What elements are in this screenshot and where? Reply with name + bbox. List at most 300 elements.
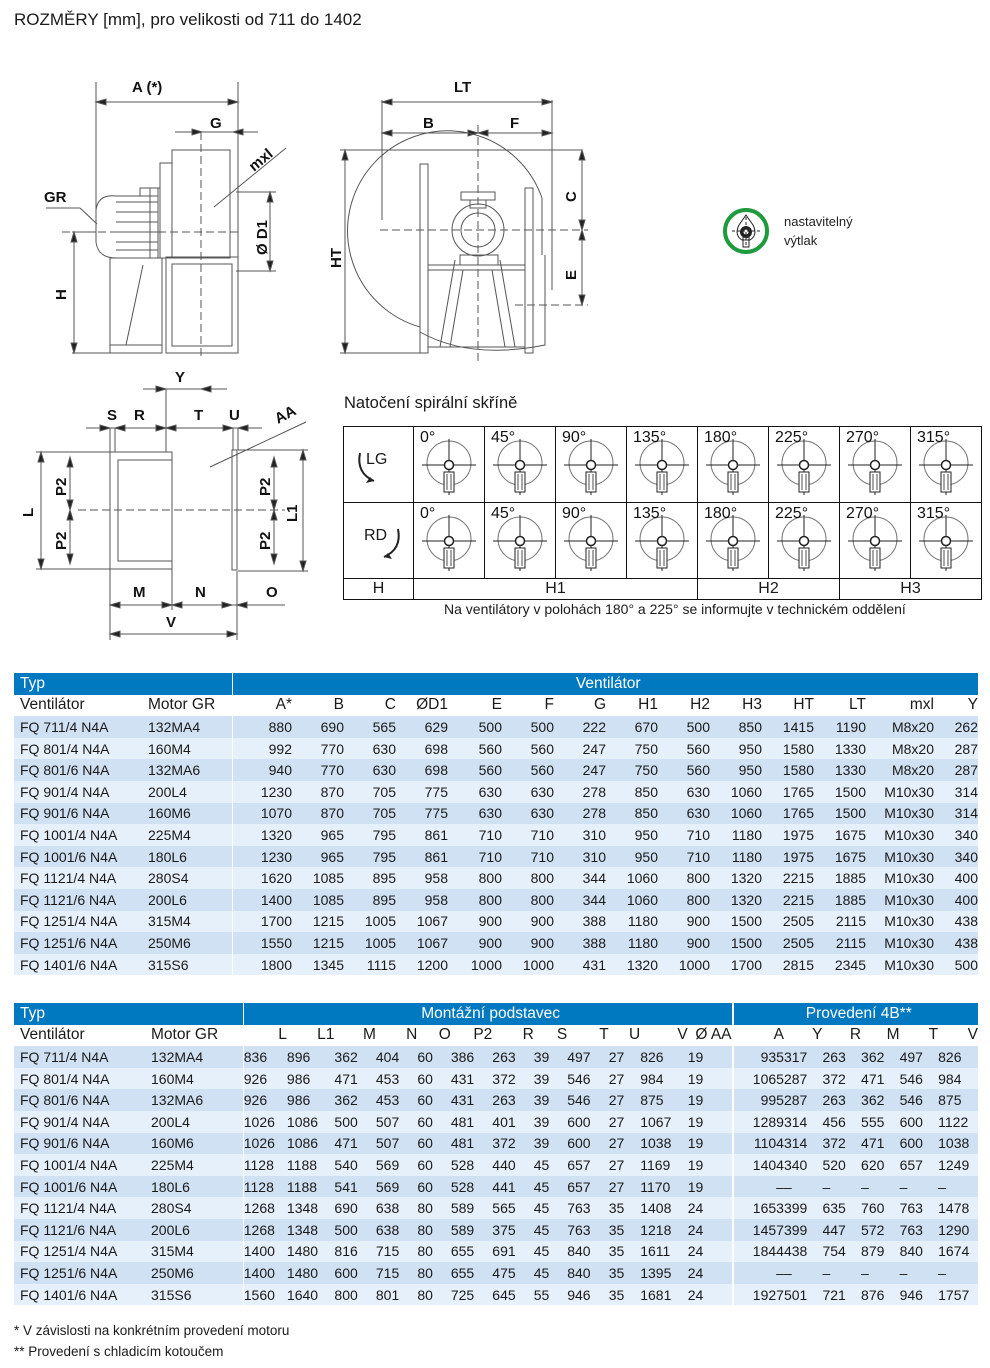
column-header: Motor GR <box>151 1026 219 1044</box>
value-cell: 1675 <box>814 824 866 846</box>
svg-text:A (*): A (*) <box>132 79 163 96</box>
fan-type-cell: FQ 1001/6 N4A <box>14 846 148 868</box>
value-cell: 879 <box>861 1241 900 1263</box>
value-cell: 560 <box>658 759 710 781</box>
value-cell: 840 <box>900 1241 939 1263</box>
value-cell: 362 <box>861 1089 900 1111</box>
value-cell: 375 <box>492 1219 533 1241</box>
value-cell: 875 <box>640 1089 688 1111</box>
value-cell: 1000 <box>502 954 554 976</box>
value-cell: 45 <box>534 1154 567 1176</box>
value-cell: 1128 <box>243 1176 287 1198</box>
value-cell: 1400 <box>243 1262 287 1284</box>
value-cell: 569 <box>376 1176 417 1198</box>
fan-type-cell: FQ 1401/6 N4A <box>14 1284 151 1306</box>
rotation-label-lg: LG <box>344 427 414 503</box>
motor-cell: 280S4 <box>151 1197 243 1219</box>
value-cell: 560 <box>502 738 554 760</box>
table-row <box>14 1089 978 1111</box>
table-row <box>14 954 978 976</box>
value-cell: M10x30 <box>866 824 934 846</box>
motor-cell: 160M4 <box>151 1068 243 1090</box>
value-cell: 770 <box>292 759 344 781</box>
value-cell: M8x20 <box>866 738 934 760</box>
motor-cell: 160M6 <box>148 803 232 825</box>
svg-text:E: E <box>563 269 580 280</box>
column-header: mxl <box>909 696 934 714</box>
motor-cell: 315S6 <box>151 1284 243 1306</box>
svg-text:N: N <box>195 584 206 601</box>
value-cell: 528 <box>451 1154 492 1176</box>
value-cell: 1580 <box>762 759 814 781</box>
table-row <box>14 716 978 738</box>
value-cell: 630 <box>502 781 554 803</box>
svg-text:O: O <box>266 584 278 601</box>
value-cell: 471 <box>334 1133 375 1155</box>
value-cell: M10x30 <box>866 846 934 868</box>
motor-cell: 180L6 <box>151 1176 243 1198</box>
value-cell: 344 <box>554 867 606 889</box>
value-cell: 310 <box>554 824 606 846</box>
table-row <box>14 1154 978 1176</box>
value-cell: 500 <box>658 716 710 738</box>
column-header: T <box>928 1026 939 1044</box>
fan-type-cell: FQ 901/4 N4A <box>14 1111 151 1133</box>
value-cell: 836 <box>243 1046 287 1068</box>
value-cell: 247 <box>554 759 606 781</box>
value-cell: 721 <box>822 1284 861 1306</box>
table-row <box>14 1284 978 1306</box>
rotation-position: 45° <box>485 427 556 503</box>
value-cell: 1580 <box>762 738 814 760</box>
value-cell: 876 <box>861 1284 900 1306</box>
value-cell: 431 <box>554 954 606 976</box>
value-cell: 39 <box>534 1111 567 1133</box>
value-cell: 1085 <box>292 867 344 889</box>
motor-cell: 315S6 <box>148 954 232 976</box>
column-header: Motor GR <box>148 696 216 714</box>
badge-line-2: výtlak <box>784 233 818 248</box>
value-cell: 507 <box>376 1111 417 1133</box>
value-cell: 750 <box>606 759 658 781</box>
column-header: Ventilátor <box>20 1026 85 1044</box>
value-cell: 19 <box>688 1133 733 1155</box>
value-cell: 1480 <box>287 1262 335 1284</box>
value-cell: 840 <box>567 1241 608 1263</box>
badge-line-1: nastavitelný <box>784 214 853 229</box>
svg-text:R: R <box>134 407 145 424</box>
h-label: H <box>344 579 414 600</box>
value-cell: 630 <box>344 759 396 781</box>
value-cell: 1348 <box>287 1197 335 1219</box>
value-cell: 24 <box>688 1241 733 1263</box>
value-cell: 60 <box>417 1133 450 1155</box>
value-cell: 45 <box>534 1262 567 1284</box>
value-cell: 795 <box>344 846 396 868</box>
value-cell: 1289 <box>733 1111 784 1133</box>
value-cell: 39 <box>534 1089 567 1111</box>
value-cell: 710 <box>658 824 710 846</box>
value-cell: 630 <box>448 781 502 803</box>
value-cell: 801 <box>376 1284 417 1306</box>
value-cell: 900 <box>448 911 502 933</box>
rotation-position: 45° <box>485 503 556 579</box>
value-cell: 638 <box>376 1197 417 1219</box>
value-cell: 2505 <box>762 932 814 954</box>
value-cell: 1215 <box>292 932 344 954</box>
value-cell: 1026 <box>243 1133 287 1155</box>
value-cell: 630 <box>502 803 554 825</box>
value-cell: 630 <box>448 803 502 825</box>
fan-type-cell: FQ 901/4 N4A <box>14 781 148 803</box>
value-cell: 1675 <box>814 846 866 868</box>
motor-cell: 200L6 <box>148 889 232 911</box>
value-cell: 55 <box>534 1284 567 1306</box>
value-cell: 763 <box>900 1197 939 1219</box>
rotation-position: 225° <box>769 503 840 579</box>
value-cell: 1170 <box>640 1176 688 1198</box>
column-header: Ventilátor <box>20 696 85 714</box>
value-cell: 775 <box>396 803 448 825</box>
value-cell: 372 <box>822 1068 861 1090</box>
value-cell: 800 <box>448 889 502 911</box>
value-cell: 35 <box>609 1241 641 1263</box>
value-cell: 453 <box>376 1068 417 1090</box>
value-cell: M10x30 <box>866 932 934 954</box>
value-cell: 388 <box>554 932 606 954</box>
value-cell: 645 <box>492 1284 533 1306</box>
value-cell: 1104 <box>733 1133 784 1155</box>
value-cell: 1404 <box>733 1154 784 1176</box>
value-cell: 438 <box>784 1241 823 1263</box>
value-cell: 19 <box>688 1068 733 1090</box>
value-cell: 27 <box>609 1176 641 1198</box>
svg-text:LT: LT <box>454 79 472 96</box>
fan-type-cell: FQ 901/6 N4A <box>14 803 148 825</box>
value-cell: 1067 <box>396 911 448 933</box>
value-cell: 399 <box>784 1219 823 1241</box>
value-cell: 372 <box>822 1133 861 1155</box>
value-cell: 1268 <box>243 1197 287 1219</box>
value-cell: 1765 <box>762 781 814 803</box>
value-cell: 900 <box>502 911 554 933</box>
value-cell: 1500 <box>710 911 762 933</box>
rotation-position: 315° <box>911 503 982 579</box>
value-cell: 1060 <box>710 781 762 803</box>
value-cell: 1844 <box>733 1241 784 1263</box>
value-cell: 372 <box>492 1133 533 1155</box>
rotation-table <box>343 426 982 600</box>
value-cell: 481 <box>451 1133 492 1155</box>
value-cell: 926 <box>243 1089 287 1111</box>
value-cell: 657 <box>900 1154 939 1176</box>
value-cell: 27 <box>609 1154 641 1176</box>
motor-cell: 225M4 <box>151 1154 243 1176</box>
value-cell: 431 <box>451 1068 492 1090</box>
column-header: C <box>384 696 396 714</box>
value-cell: 1230 <box>232 846 292 868</box>
table-row <box>14 1046 978 1068</box>
value-cell: 995 <box>733 1089 784 1111</box>
svg-text:GR: GR <box>44 189 67 206</box>
motor-cell: 132MA4 <box>148 716 232 738</box>
value-cell: 560 <box>448 759 502 781</box>
table-row <box>14 1262 978 1284</box>
value-cell: 1408 <box>640 1197 688 1219</box>
motor-cell: 180L6 <box>148 846 232 868</box>
column-header: T <box>599 1026 609 1044</box>
value-cell: 287 <box>934 738 978 760</box>
value-cell: 946 <box>900 1284 939 1306</box>
value-cell: 1180 <box>710 824 762 846</box>
value-cell: 1038 <box>938 1133 978 1155</box>
value-cell: 39 <box>534 1068 567 1090</box>
value-cell: 630 <box>658 803 710 825</box>
value-cell: 560 <box>448 738 502 760</box>
value-cell: 763 <box>567 1219 608 1241</box>
value-cell: – <box>784 1176 823 1198</box>
column-header: G <box>593 696 606 714</box>
value-cell: 471 <box>861 1133 900 1155</box>
value-cell: 1188 <box>287 1176 335 1198</box>
column-header: H2 <box>690 696 710 714</box>
value-cell: 1345 <box>292 954 344 976</box>
column-header: V <box>677 1026 688 1044</box>
value-cell: 1975 <box>762 846 814 868</box>
value-cell: – <box>822 1176 861 1198</box>
value-cell: 222 <box>554 716 606 738</box>
value-cell: 80 <box>417 1197 450 1219</box>
column-header: M <box>362 1026 376 1044</box>
table-row <box>14 803 978 825</box>
value-cell: 926 <box>243 1068 287 1090</box>
value-cell: 35 <box>609 1197 641 1219</box>
fan-type-cell: FQ 1121/4 N4A <box>14 1197 151 1219</box>
rotation-position: 180° <box>698 427 769 503</box>
value-cell: 1215 <box>292 911 344 933</box>
value-cell: 19 <box>688 1111 733 1133</box>
column-header: E <box>491 696 502 714</box>
value-cell: – <box>733 1176 784 1198</box>
value-cell: 340 <box>934 824 978 846</box>
value-cell: 19 <box>688 1176 733 1198</box>
value-cell: M8x20 <box>866 716 934 738</box>
value-cell: 60 <box>417 1068 450 1090</box>
value-cell: 1268 <box>243 1219 287 1241</box>
column-header: N <box>406 1026 418 1044</box>
table-row <box>14 738 978 760</box>
value-cell: 1457 <box>733 1219 784 1241</box>
value-cell: 362 <box>861 1046 900 1068</box>
svg-text:S: S <box>107 407 118 424</box>
column-header: B <box>333 696 344 714</box>
svg-text:B: B <box>423 115 434 132</box>
front-view-drawing <box>320 70 600 370</box>
value-cell: 400 <box>934 867 978 889</box>
value-cell: 1681 <box>640 1284 688 1306</box>
value-cell: 800 <box>502 889 554 911</box>
value-cell: 2215 <box>762 889 814 911</box>
value-cell: 481 <box>451 1111 492 1133</box>
column-header: U <box>629 1026 641 1044</box>
value-cell: 691 <box>492 1241 533 1263</box>
value-cell: 1200 <box>396 954 448 976</box>
value-cell: 456 <box>822 1111 861 1133</box>
column-header: ØD1 <box>416 696 448 714</box>
value-cell: 60 <box>417 1176 450 1198</box>
motor-cell: 225M4 <box>148 824 232 846</box>
column-header: L <box>243 1025 287 1047</box>
column-header: F <box>544 696 554 714</box>
value-cell: 1800 <box>232 954 292 976</box>
value-cell: – <box>861 1176 900 1198</box>
value-cell: 760 <box>861 1197 900 1219</box>
value-cell: 1060 <box>606 867 658 889</box>
column-header-row <box>14 695 978 717</box>
value-cell: 800 <box>448 867 502 889</box>
value-cell: 471 <box>334 1068 375 1090</box>
value-cell: 655 <box>451 1262 492 1284</box>
rotation-label-rd: RD <box>344 503 414 579</box>
rotation-position: 270° <box>840 427 911 503</box>
value-cell: 1700 <box>232 911 292 933</box>
fan-type-cell: FQ 1251/4 N4A <box>14 911 148 933</box>
value-cell: 287 <box>934 759 978 781</box>
motor-cell: 200L4 <box>151 1111 243 1133</box>
motor-cell: 160M4 <box>148 738 232 760</box>
value-cell: 388 <box>554 911 606 933</box>
fan-type-cell: FQ 901/6 N4A <box>14 1133 151 1155</box>
value-cell: 875 <box>938 1089 978 1111</box>
value-cell: 560 <box>658 738 710 760</box>
value-cell: 1640 <box>287 1284 335 1306</box>
value-cell: 795 <box>344 824 396 846</box>
value-cell: 705 <box>344 803 396 825</box>
value-cell: 1169 <box>640 1154 688 1176</box>
column-header: Ø AA <box>695 1026 732 1044</box>
value-cell: 600 <box>567 1111 608 1133</box>
value-cell: 80 <box>417 1262 450 1284</box>
value-cell: 840 <box>567 1262 608 1284</box>
value-cell: 1478 <box>938 1197 978 1219</box>
value-cell: 317 <box>784 1046 823 1068</box>
column-header: LT <box>849 696 866 714</box>
value-cell: 1480 <box>287 1241 335 1263</box>
value-cell: 589 <box>451 1197 492 1219</box>
table-row <box>14 759 978 781</box>
value-cell: 80 <box>417 1219 450 1241</box>
value-cell: 880 <box>232 716 292 738</box>
value-cell: 900 <box>658 932 710 954</box>
value-cell: 497 <box>567 1046 608 1068</box>
svg-text:P2: P2 <box>257 477 274 496</box>
value-cell: 1122 <box>938 1111 978 1133</box>
value-cell: 800 <box>334 1284 375 1306</box>
column-header: H3 <box>742 696 762 714</box>
value-cell: 278 <box>554 803 606 825</box>
value-cell: 2115 <box>814 932 866 954</box>
value-cell: M10x30 <box>866 911 934 933</box>
mounting-base-group-header: Montážní podstavec <box>243 1003 732 1025</box>
value-cell: 698 <box>396 738 448 760</box>
value-cell: 565 <box>344 716 396 738</box>
value-cell: 1330 <box>814 759 866 781</box>
column-header: R <box>849 1026 862 1044</box>
svg-text:G: G <box>210 115 222 132</box>
value-cell: 546 <box>900 1068 939 1090</box>
rotation-position: 0° <box>414 427 485 503</box>
value-cell: 986 <box>287 1068 335 1090</box>
fan-type-cell: FQ 801/6 N4A <box>14 759 148 781</box>
rotation-row-lg <box>344 427 982 503</box>
value-cell: 600 <box>900 1133 939 1155</box>
value-cell: 1005 <box>344 911 396 933</box>
value-cell: 263 <box>822 1046 861 1068</box>
value-cell: 1320 <box>232 824 292 846</box>
value-cell: 1249 <box>938 1154 978 1176</box>
column-header: A <box>733 1025 784 1047</box>
value-cell: 1188 <box>287 1154 335 1176</box>
svg-text:Y: Y <box>175 369 186 386</box>
value-cell: 900 <box>448 932 502 954</box>
fan-type-cell: FQ 1251/6 N4A <box>14 932 148 954</box>
fan-type-cell: FQ 801/4 N4A <box>14 738 148 760</box>
value-cell: 816 <box>334 1241 375 1263</box>
value-cell: 1400 <box>232 889 292 911</box>
value-cell: 60 <box>417 1089 450 1111</box>
svg-text:mxl: mxl <box>245 145 277 176</box>
value-cell: 80 <box>417 1241 450 1263</box>
value-cell: 900 <box>502 932 554 954</box>
value-cell: 24 <box>688 1219 733 1241</box>
value-cell: 984 <box>640 1068 688 1090</box>
motor-cell: 250M6 <box>151 1262 243 1284</box>
value-cell: 19 <box>688 1046 733 1068</box>
value-cell: 763 <box>567 1197 608 1219</box>
value-cell: 1026 <box>243 1111 287 1133</box>
value-cell: 572 <box>861 1219 900 1241</box>
value-cell: 1067 <box>640 1111 688 1133</box>
table-row <box>14 867 978 889</box>
value-cell: 386 <box>451 1046 492 1068</box>
value-cell: 1611 <box>640 1241 688 1263</box>
svg-text:Ø D1: Ø D1 <box>254 219 271 255</box>
value-cell: 2815 <box>762 954 814 976</box>
value-cell: 501 <box>784 1284 823 1306</box>
fan-type-cell: FQ 1251/6 N4A <box>14 1262 151 1284</box>
value-cell: 1550 <box>232 932 292 954</box>
value-cell: 950 <box>606 824 658 846</box>
value-cell: 340 <box>784 1154 823 1176</box>
column-header: M <box>886 1026 900 1044</box>
value-cell: 710 <box>502 824 554 846</box>
value-cell: 1190 <box>814 716 866 738</box>
value-cell: 589 <box>451 1219 492 1241</box>
value-cell: 45 <box>534 1197 567 1219</box>
value-cell: 1500 <box>814 781 866 803</box>
value-cell: 870 <box>292 803 344 825</box>
adjustable-discharge-badge <box>722 207 853 255</box>
value-cell: 1757 <box>938 1284 978 1306</box>
rotation-position: 180° <box>698 503 769 579</box>
value-cell: M10x30 <box>866 889 934 911</box>
value-cell: 453 <box>376 1089 417 1111</box>
value-cell: 1000 <box>658 954 710 976</box>
value-cell: 560 <box>502 759 554 781</box>
table-row <box>14 1133 978 1155</box>
value-cell: 690 <box>334 1197 375 1219</box>
value-cell: 2345 <box>814 954 866 976</box>
